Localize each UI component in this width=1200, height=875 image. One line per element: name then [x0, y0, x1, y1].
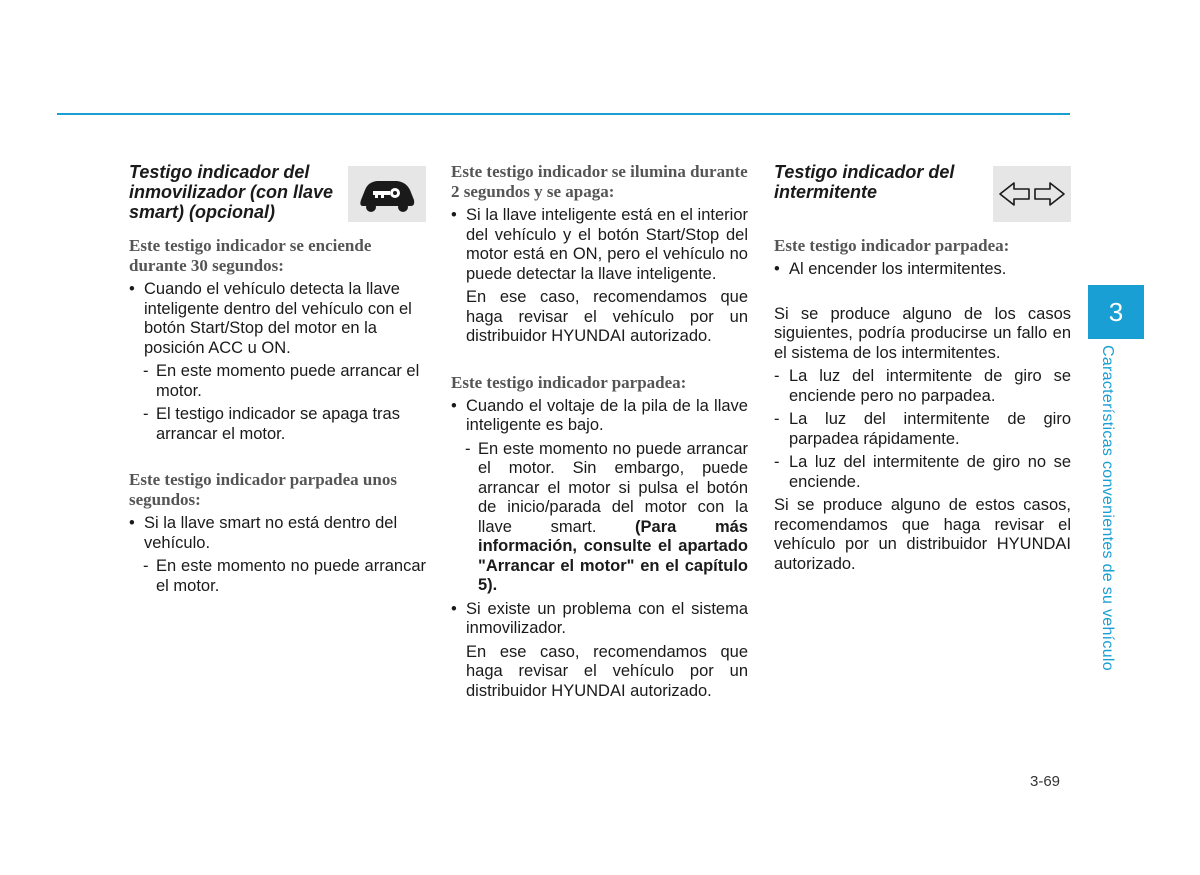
subheading: Este testigo indicador se ilumina durante 2 segundos y se apaga:: [451, 162, 748, 201]
list-subitem: - En este momento no puede arrancar el motor.: [129, 557, 426, 596]
list-note: En ese caso, recomendamos que haga revisar el vehículo por un distribuidor HYUNDAI autorizado.: [466, 288, 748, 345]
page-number: 3-69: [1030, 773, 1061, 790]
list-item: • Cuando el voltaje de la pila de la llave inteligente es bajo.: [451, 397, 748, 436]
chapter-title: Características convenientes de su vehículo: [1099, 345, 1116, 671]
column-immobilizer: [129, 160, 426, 596]
paragraph: Si se produce alguno de estos casos, recomendamos que haga revisar el vehículo por un distribuidor HYUNDAI autorizado.: [774, 496, 1071, 573]
column-turn-signal: [774, 160, 1071, 574]
turn-signal-arrows-icon: [993, 166, 1071, 222]
section-title: Testigo indicador del inmovilizador (con llave smart) (opcional): [129, 162, 334, 222]
list-item: • Cuando el vehículo detecta la llave inteligente dentro del vehículo con el botón Start/Stop del motor en la posición ACC u ON.: [129, 280, 426, 358]
list-subitem: - El testigo indicador se apaga tras arrancar el motor.: [129, 405, 426, 444]
list-subitem: - En este momento puede arrancar el motor.: [129, 362, 426, 401]
list-item: • Si la llave smart no está dentro del vehículo.: [129, 514, 426, 553]
list-note: En ese caso, recomendamos que haga revisar el vehículo por un distribuidor HYUNDAI autorizado.: [466, 642, 748, 700]
car-key-icon: [348, 166, 426, 222]
chapter-number-tab: 3: [1088, 285, 1144, 339]
list-subitem: - La luz del intermitente de giro no se enciende.: [774, 453, 1071, 492]
subheading: Este testigo indicador parpadea unos segundos:: [129, 470, 397, 509]
list-subitem: [451, 440, 748, 596]
subitem-text: En este momento no puede arrancar el motor. Sin embargo, puede arrancar el motor si pulsa el botón de inicio/parada del motor con la llave smart.: [478, 439, 748, 536]
subheading: Este testigo indicador parpadea:: [451, 372, 687, 392]
subheading: Este testigo indicador parpadea:: [774, 236, 1010, 255]
header-rule: [57, 113, 1070, 115]
list-item: • Si la llave inteligente está en el interior del vehículo y el botón Start/Stop del motor está en ON, pero el vehículo no puede detectar la llave inteligente.: [451, 206, 748, 284]
list-subitem: - La luz del intermitente de giro parpadea rápidamente.: [774, 410, 1071, 449]
list-item: • Si existe un problema con el sistema inmovilizador.: [451, 600, 748, 639]
list-item: • Al encender los intermitentes.: [774, 260, 1071, 280]
subheading: Este testigo indicador se enciende durante 30 segundos:: [129, 236, 372, 275]
paragraph: Si se produce alguno de los casos siguientes, podría producirse un fallo en el sistema de los intermitentes.: [774, 304, 1071, 362]
list-subitem: - La luz del intermitente de giro se enciende pero no parpadea.: [774, 367, 1071, 406]
cross-reference: (Para más información, consulte el apartado "Arrancar el motor" en el capítulo 5).: [478, 517, 748, 594]
section-header: [774, 162, 1071, 222]
section-title: Testigo indicador del intermitente: [774, 162, 955, 202]
column-immobilizer-cont: [451, 160, 748, 701]
section-header: [129, 162, 426, 222]
